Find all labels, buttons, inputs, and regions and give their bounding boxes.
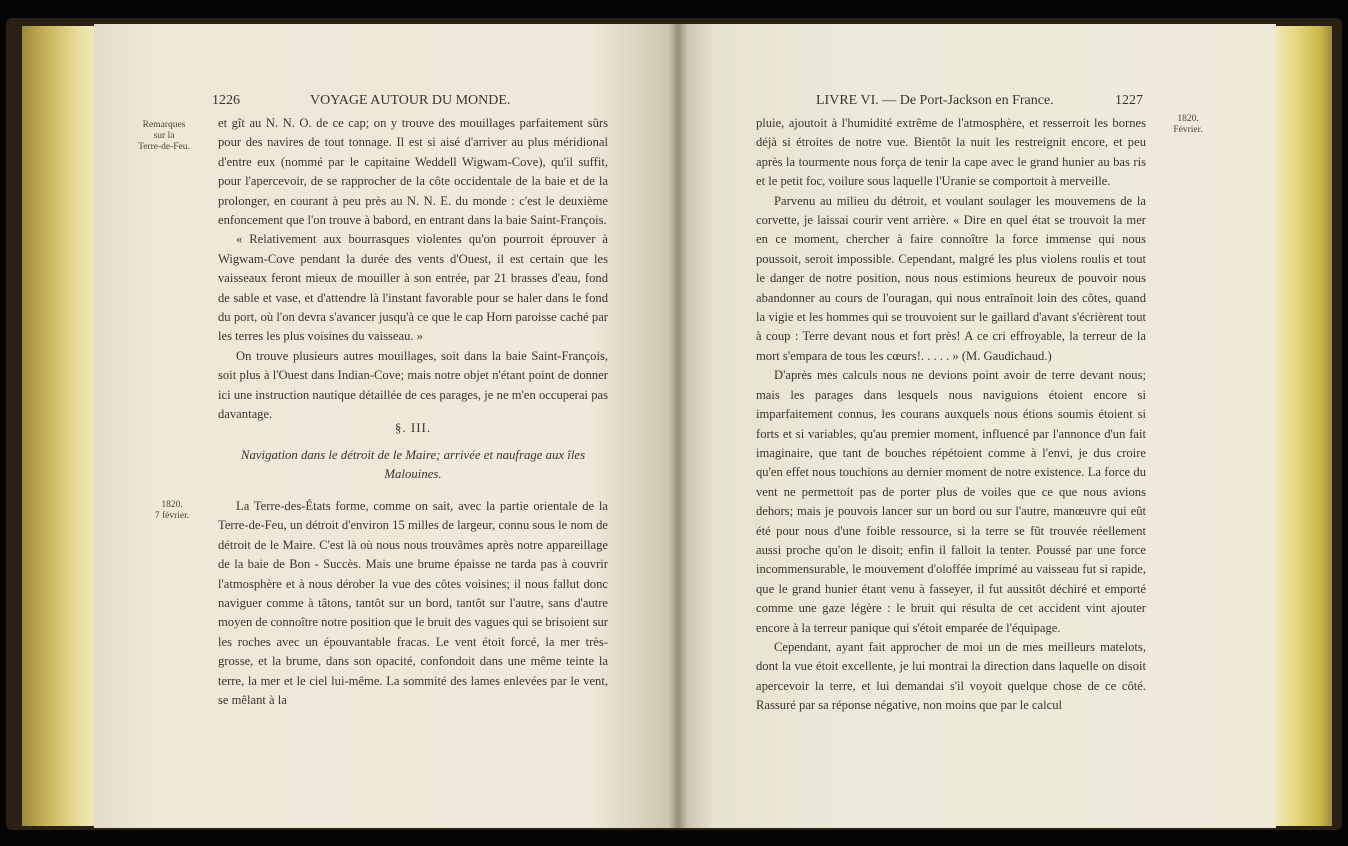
section-title: Navigation dans le détroit de le Maire; arrivée et naufrage aux îles Malouines. — [240, 448, 586, 481]
paragraph: On trouve plusieurs autres mouillages, soit dans la baie Saint-François, soit plus à l'Ouest dans Indian-Cove; mais notre objet n'étant point de donner ici une instruction nautique détaillée de ces parages, je ne m'en occuperai pas davantage. — [218, 348, 608, 422]
paragraph: Cependant, ayant fait approcher de moi un de mes meilleurs matelots, dont la vue étoit excellente, je lui montrai la direction dans laquelle on disoit apercevoir la terre, et lui demandai s'il voyoit quelque chose de ce côté. Rassuré par sa réponse négative, non moins que par le calcul — [756, 639, 1146, 713]
left-body-top — [218, 114, 608, 425]
right-page-edges — [1270, 26, 1332, 826]
running-head-left: VOYAGE AUTOUR DU MONDE. — [310, 93, 511, 108]
running-head-right: LIVRE VI. — De Port-Jackson en France. — [816, 93, 1054, 108]
margin-note-remarques: Remarques sur la Terre-de-Feu. — [138, 120, 190, 152]
paragraph: et gît au N. N. O. de ce cap; on y trouve des mouillages parfaitement sûrs pour des navires de tout tonnage. Il est si aisé d'arriver au plus méridional d'entre eux (nommé par le capitaine Weddell Wigwam-Cove), qu'il suffit, pour l'apercevoir, de se rapprocher de la côte occidentale de la baie et de la prolonger, en courant à peu près au N. N. E. du monde : c'est le deuxième enfoncement que l'on trouve à babord, en entrant dans la baie Saint-François. — [218, 116, 608, 228]
page-number-right: 1227 — [1115, 93, 1143, 108]
paragraph: D'après mes calculs nous ne devions point avoir de terre devant nous; mais les parages dans lesquels nous naviguions étoient encore si imparfaitement connus, les courans auxquels nous étions soumis étoient si forts et si variables, qu'au premier moment, influencé par l'annonce d'un fait imaginaire, que tant de bouches répétoient comme à l'envi, je dus croire qu'en effet nous touchions au dernier moment de notre existence. La force du vent ne permettoit pas de porter plus de voiles que ce que nous avions dehors; mais je pouvois lancer sur un bord ou sur l'autre, manœuvre qui eût été pour nous d'une foible ressource, si la terre se fût trouvée réellement aussi proche qu'on le disoit; enfin il falloit la tenter. Poussé par une force incommensurable, le mouvement d'oloffée imprimé au vaisseau fut si rapide, que le grand hunier étant venu à fasseyer, il fut aussitôt déchiré et emporté comme une gaze légère : le bruit qui résulta de cet accident vint ajouter encore à la terreur panique qui s'étoit emparée de l'équipage. — [756, 368, 1146, 635]
book-gutter — [668, 24, 688, 828]
margin-note-date-left: 1820. 7 février. — [154, 500, 190, 521]
paragraph: pluie, ajoutoit à l'humidité extrême de l'atmosphère, et resserroit les bornes déjà si étroites de notre vue. Bientôt la nuit les restreignit encore, et peu après la tourmente nous força de tenir la cape avec le grand hunier au bas ris et le petit foc, voilure sous laquelle l'Uranie se comportoit à merveille. — [756, 116, 1146, 189]
paragraph: La Terre-des-États forme, comme on sait, avec la partie orientale de la Terre-de-Feu, un détroit d'environ 15 milles de largeur, connu sous le nom de détroit de le Maire. C'est là où nous nous trouvâmes après notre appareillage de la baie de Bon - Succès. Mais une brume épaisse ne tarda pas à couvrir l'atmosphère et à nous dérober la vue des côtes voisines; il nous fallut donc naviguer comme à tâtons, tantôt sur un bord, tantôt sur l'autre, sans d'autre moyen de connoître notre position que le bruit des vagues qui se brisoient sur les roches avec un épouvantable fracas. Le vent étoit forcé, la mer très-grosse, et la brume, dans son opacité, confondoit dans une même teinte la terre, la mer et le ciel lui-même. La sommité des lames enlevées par le vent, se mêlant à la — [218, 499, 608, 708]
page-number-left: 1226 — [212, 93, 240, 108]
margin-note-date-right: 1820. Février. — [1173, 114, 1203, 135]
section-number: §. III. — [394, 420, 432, 435]
left-body-bottom — [218, 497, 608, 710]
left-page-edges — [22, 26, 102, 826]
paragraph: « Relativement aux bourrasques violentes qu'on pourroit éprouver à Wigwam-Cove pendant la durée des vents d'Ouest, il est certain que les vaisseaux feront mieux de mouiller à son entrée, par 21 brasses d'eau, fond de sable et vase, et d'attendre là l'instant favorable pour se haler dans le fond du port, où l'on devra s'avancer jusqu'à ce que le cap Horn paroisse caché par les terres les plus voisines du vaisseau. » — [218, 232, 608, 344]
paragraph: Parvenu au milieu du détroit, et voulant soulager les mouvemens de la corvette, je laissai courir vent arrière. « Dire en quel état se trouvoit la mer en ce moment, chercher à faire connoître la force immense qui nous poussoit, seroit impossible. Cependant, malgré les plus violens roulis et tout le danger de notre position, nous nous estimions heureux de pouvoir nous abandonner au cours de l'ouragan, qui nous entraînoit loin des côtes, quand la vigie et les hommes qui se trouvoient sur le gaillard d'avant s'écrièrent tout à coup : Terre devant nous et fort près! A ce cri effroyable, la terreur de la mort s'empara de tous les cœurs!. . . . . » (M. Gaudichaud.) — [756, 193, 1146, 363]
right-body — [756, 114, 1146, 716]
